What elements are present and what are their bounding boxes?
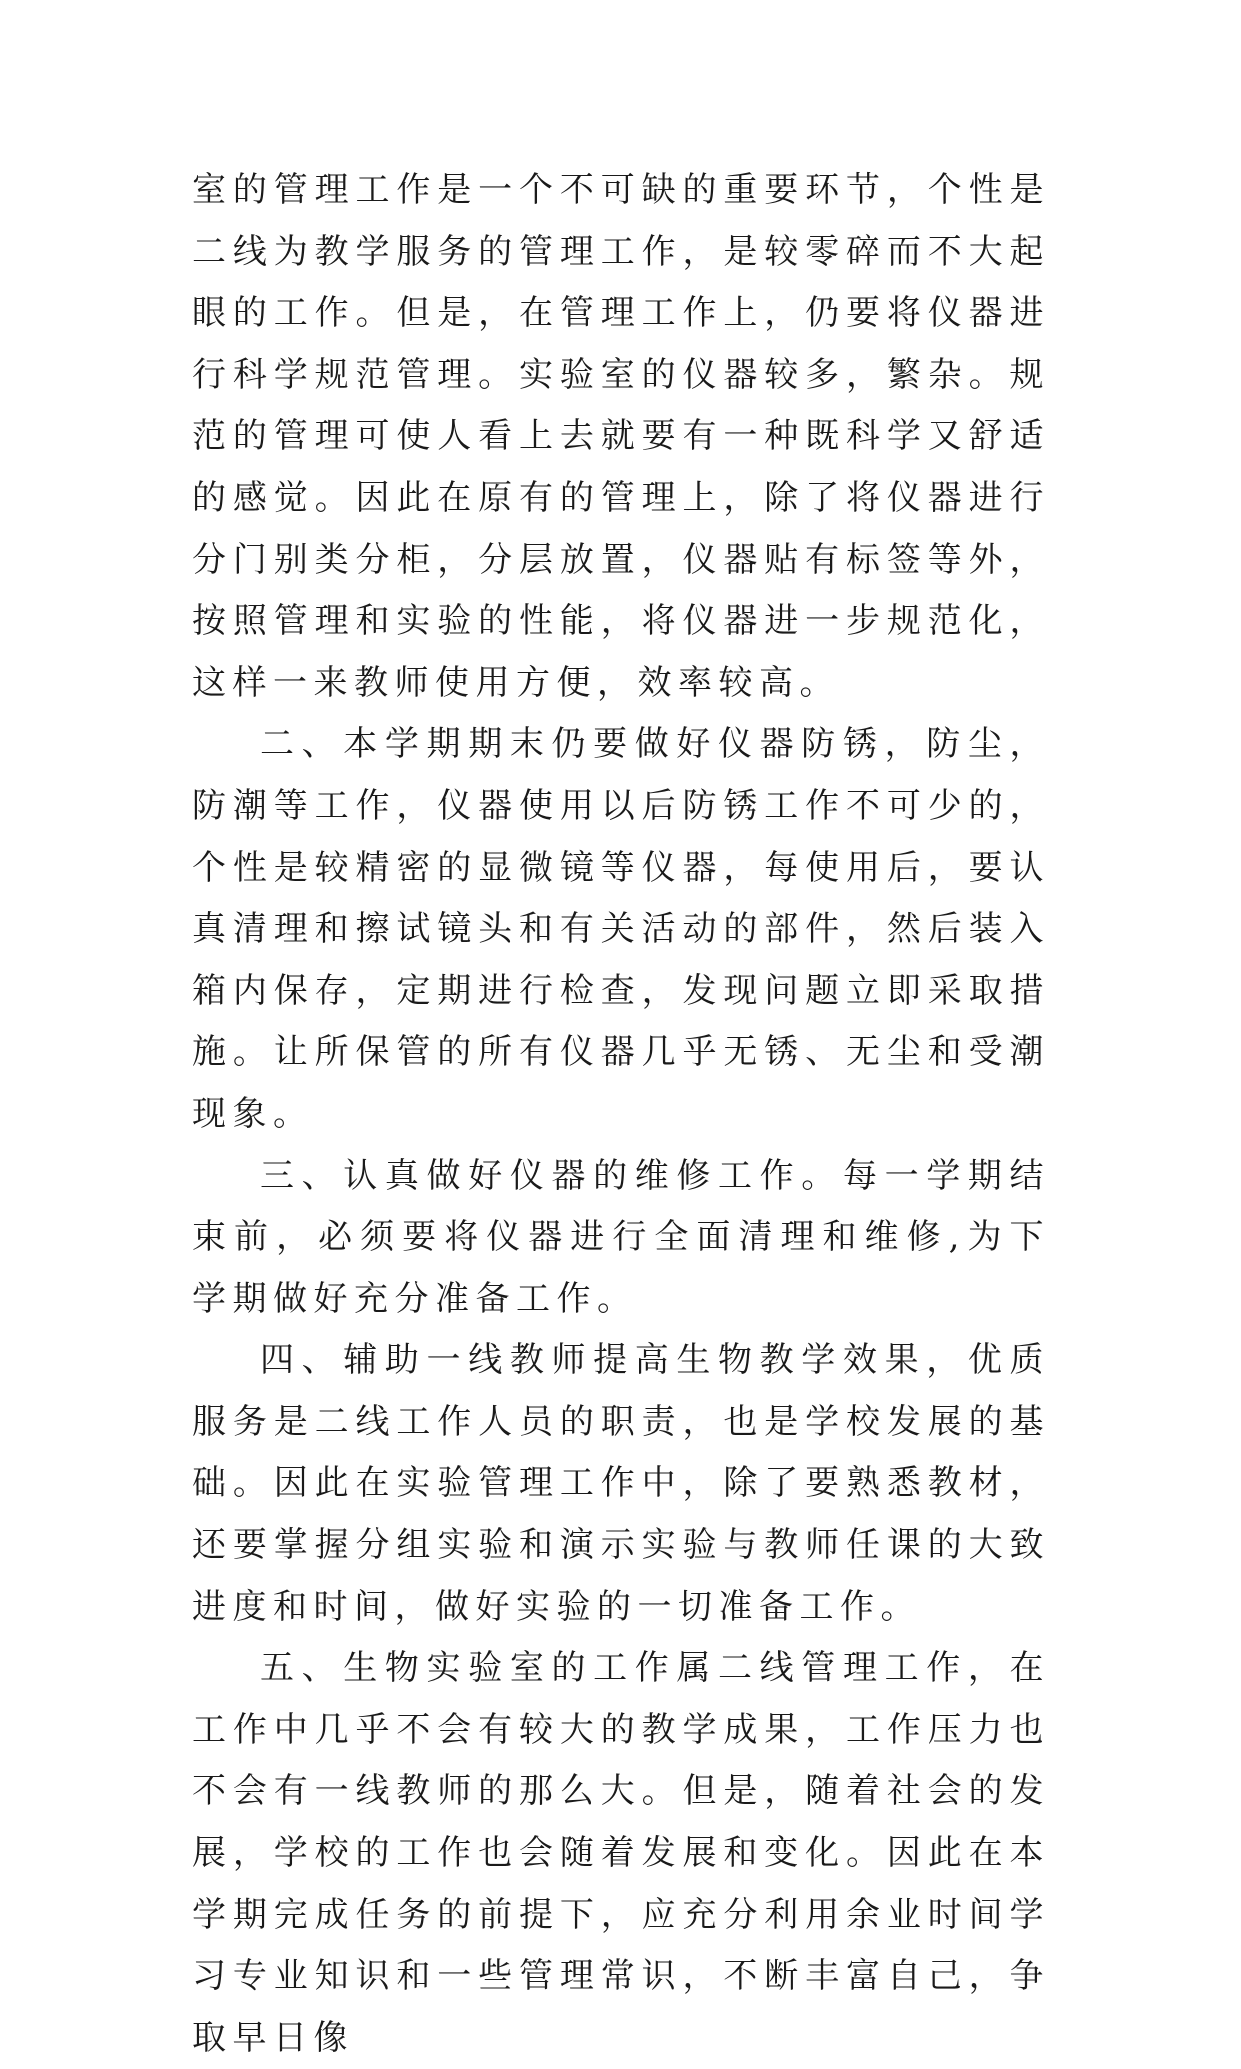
paragraph-continuation: 室的管理工作是一个不可缺的重要环节，个性是二线为教学服务的管理工作，是较零碎而不大起眼的工作。但是，在管理工作上，仍要将仪器进行科学规范管理。实验室的仪器较多，繁杂。规范的管理可使人看上去就要有一种既科学又舒适的感觉。因此在原有的管理上，除了将仪器进行分门别类分柜，分层放置，仪器贴有标签等外，按照管理和实验的性能，将仪器进一步规范化，这样一来教师使用方便，效率较高。 [192, 170, 1050, 703]
paragraph-item-3: 三、认真做好仪器的维修工作。每一学期结束前，必须要将仪器进行全面清理和维修,为下学期做好充分准备工作。 [192, 1155, 1050, 1319]
paragraph-item-4: 四、辅助一线教师提高生物教学效果，优质服务是二线工作人员的职责，也是学校发展的基础。因此在实验管理工作中，除了要熟悉教材，还要掌握分组实验和演示实验与教师任课的大致进度和时间，做好实验的一切准备工作。 [192, 1340, 1050, 1627]
body-text [192, 160, 1050, 2069]
paragraph-item-2: 二、本学期期末仍要做好仪器防锈，防尘，防潮等工作，仪器使用以后防锈工作不可少的，个性是较精密的显微镜等仪器，每使用后，要认真清理和擦试镜头和有关活动的部件，然后装入箱内保存，定期进行检查，发现问题立即采取措施。让所保管的所有仪器几乎无锈、无尘和受潮现象。 [192, 724, 1050, 1134]
paragraph-item-5: 五、生物实验室的工作属二线管理工作，在工作中几乎不会有较大的教学成果，工作压力也不会有一线教师的那么大。但是，随着社会的发展，学校的工作也会随着发展和变化。因此在本学期完成任务的前提下，应充分利用余业时间学习专业知识和一些管理常识，不断丰富自己，争取早日像 [192, 1648, 1050, 2058]
